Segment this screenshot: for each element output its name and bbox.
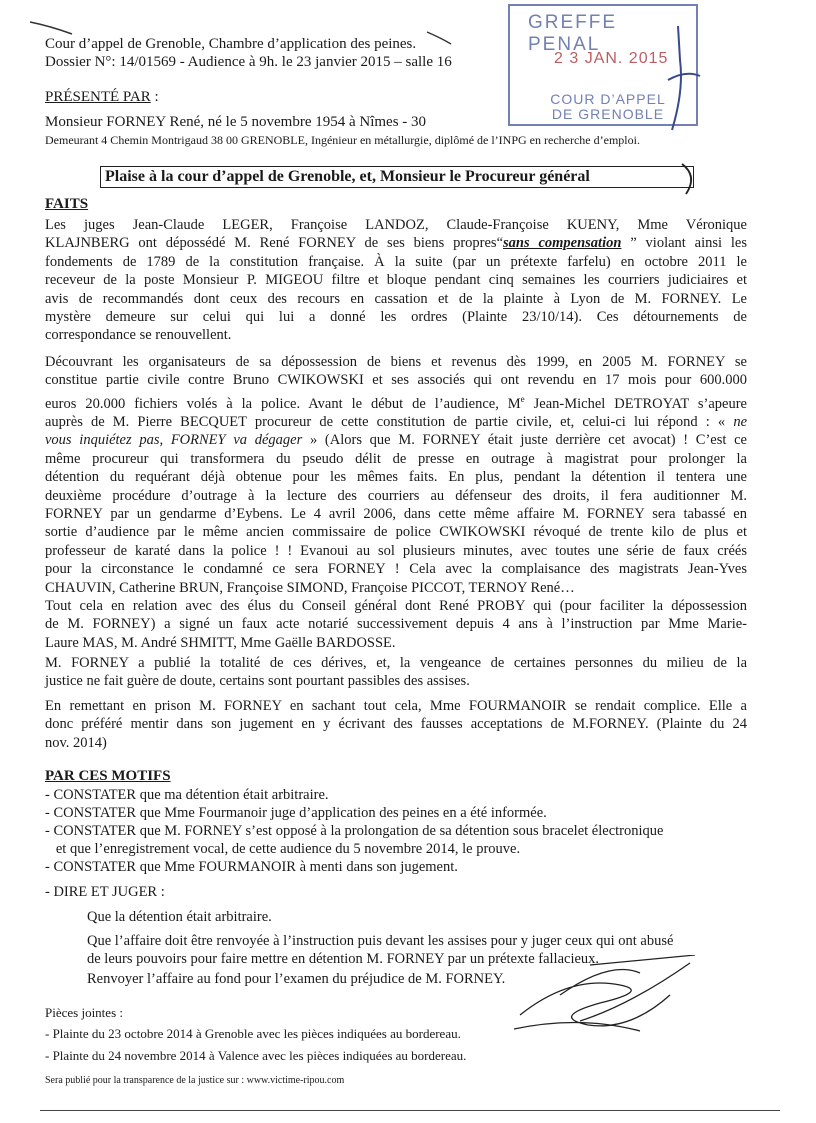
- stamp-greffe: GREFFE PENAL: [528, 12, 618, 55]
- text-line: mystère demeure sur celui qui lui a donné les ordres (Plainte 23/10/14). Ces détournements de: [45, 309, 747, 326]
- dire-item: Que la détention était arbitraire.: [87, 909, 272, 925]
- piece-item: - Plainte du 24 novembre 2014 à Valence avec les pièces indiquées au bordereau.: [45, 1048, 467, 1063]
- text-line: professeur de karaté dans la police ! ! Evanoui au sol plusieurs minutes, avec toutes une série de faux créés: [45, 542, 747, 559]
- text-line: donc préféré mentir dans son jugement en y écrivant des fausses acceptations de M.FORNEY. (Plainte du 24: [45, 716, 747, 733]
- text-line: [45, 431, 747, 449]
- title-bracket-mark: [676, 160, 706, 200]
- text-line: nov. 2014): [45, 734, 107, 751]
- faits-paragraph-5: [45, 697, 747, 752]
- motifs-heading: PAR CES MOTIFS: [45, 768, 171, 784]
- dossier-line: Dossier N°: 14/01569 - Audience à 9h. le 23 janvier 2015 – salle 16: [45, 54, 452, 70]
- presented-colon: :: [150, 89, 159, 105]
- document-title: Plaise à la cour d’appel de Grenoble, et, Monsieur le Procureur général: [100, 166, 694, 188]
- text-line: FORNEY par un gendarme d’Eybens. Le 4 avril 2006, dans cette même affaire M. FORNEY sera tabassé en: [45, 506, 747, 523]
- text-line: pour la circonstance le condamné ce sera FORNEY ! Cela avec la complaisance des magistrats Jean-Yves: [45, 561, 747, 578]
- motif-item: et que l’enregistrement vocal, de cette audience du 5 novembre 2014, le prouve.: [45, 841, 521, 857]
- text-line: correspondance se renouvellent.: [45, 327, 232, 344]
- superscript-e: e: [520, 393, 525, 404]
- text-run: » (Alors que M. FORNEY était juste derrière cet avocat) ! C’est ce: [302, 432, 747, 449]
- pen-stroke-mark: [28, 18, 78, 38]
- text-line: même procureur qui transformera du pseudo délit de presse en outrage à magistrat pour prolonger la: [45, 450, 747, 467]
- faits-heading: FAITS: [45, 196, 89, 212]
- pieces-list: [45, 1023, 466, 1067]
- dire-item: de leurs pouvoirs pour faire mettre en détention M. FORNEY par un prétexte fallacieux.: [87, 951, 600, 967]
- text-run: auprès de M. Pierre BECQUET procureur de cette constitution de partie civile, et, celui-ci lui répond : «: [45, 414, 734, 431]
- quote-open: “: [496, 235, 503, 252]
- dire-item: Renvoyer l’affaire au fond pour l’examen du préjudice de M. FORNEY.: [87, 971, 506, 987]
- text-line: justice ne fait guère de doute, certains sont pourtant passibles des assises.: [45, 673, 470, 690]
- text-line: Tout cela en relation avec des élus du Conseil général dont René PROBY qui (pour faciliter la dépossession: [45, 598, 747, 614]
- stamp-signature-stroke: [660, 20, 710, 140]
- pen-stroke-mark: [425, 28, 455, 48]
- text-line: Les juges Jean-Claude LEGER, Françoise LANDOZ, Claude-Françoise KUENY, Mme Véronique: [45, 217, 747, 233]
- dire-item: Que l’affaire doit être renvoyée à l’instruction puis devant les assises pour y juger ceux qui ont abusé: [87, 933, 674, 949]
- italic-quote: vous inquiétez pas, FORNEY va dégager: [45, 432, 303, 449]
- faits-paragraph-4: [45, 654, 747, 691]
- bottom-rule: [40, 1110, 780, 1111]
- faits-paragraph-2: [45, 353, 747, 597]
- handwritten-signature: [490, 955, 710, 1045]
- text-line: M. FORNEY a publié la totalité de ces dérives, et, la vengeance de certaines personnes du milieu de la: [45, 655, 747, 671]
- text-line: Laure MAS, M. André SHMITT, Mme Gaëlle BARDOSSE.: [45, 634, 396, 651]
- stamp-court-line2: DE GRENOBLE: [551, 106, 665, 122]
- presenter-address: Demeurant 4 Chemin Montrigaud 38 00 GRENOBLE, Ingénieur en métallurgie, diplômé de l’INPG en recherche d’emploi.: [45, 133, 640, 147]
- court-line: Cour d’appel de Grenoble, Chambre d’application des peines.: [45, 36, 417, 52]
- text-line: receveur de la poste Monsieur P. MIGEOU filtre et bloque pendant cinq semaines les courriers judiciaires et: [45, 272, 747, 289]
- text-line: de M. FORNEY) a signé un faux acte notarié successivement depuis 4 ans à l’instruction par Mme Marie-: [45, 616, 747, 633]
- presented-label: PRÉSENTÉ PAR: [45, 89, 151, 105]
- dire-et-juger: - DIRE ET JUGER :: [45, 884, 165, 900]
- motifs-list: [45, 786, 663, 876]
- text-line: sortie d’audience par le même ancien commissaire de police CWIKOWSKI révoqué de trente kilo de plus et: [45, 524, 747, 541]
- text-line: [45, 390, 747, 413]
- faits-paragraph-3: [45, 597, 747, 652]
- motif-item: - CONSTATER que Mme FOURMANOIR à menti dans son jugement.: [45, 859, 458, 875]
- text-line: Découvrant les organisateurs de sa dépossession de biens et revenus dès 1999, en 2005 M. FORNEY se: [45, 354, 747, 370]
- emphasis-sans-compensation: sans compensation: [503, 235, 622, 252]
- text-line: En remettant en prison M. FORNEY en sachant tout cela, Mme FOURMANOIR se rendait complice. Elle a: [45, 698, 747, 714]
- text-run: KLAJNBERG ont dépossédé M. René FORNEY de ses biens propres: [45, 235, 497, 252]
- text-line: constitue partie civile contre Bruno CWIKOWSKI et ses associés qui ont revendu en 17 mois pour 600.000: [45, 372, 747, 389]
- footer-note: Sera publié pour la transparence de la justice sur : www.victime-ripou.com: [45, 1075, 345, 1086]
- text-line: deuxième procédure d’outrage à la lecture des courriers au défenseur des droits, il fera auditionner M.: [45, 487, 747, 504]
- text-line: CHAUVIN, Catherine BRUN, Françoise SIMOND, Françoise PICCOT, TERNOY René…: [45, 579, 575, 596]
- stamp-date: 2 3 JAN. 2015: [554, 50, 669, 67]
- motif-item: - CONSTATER que M. FORNEY s’est opposé à la prolongation de sa détention sous bracelet électronique: [45, 823, 664, 839]
- faits-paragraph-1: [45, 216, 747, 345]
- text-line: détention du requérant déjà obtenue pour les mêmes faits. En plus, pendant la détention il tentera une: [45, 469, 747, 486]
- pieces-label: Pièces jointes :: [45, 1005, 123, 1020]
- text-line: [45, 234, 747, 252]
- presenter-name: Monsieur FORNEY René, né le 5 novembre 1954 à Nîmes - 30: [45, 114, 427, 130]
- motif-item: - CONSTATER que ma détention était arbitraire.: [45, 787, 329, 803]
- motif-item: - CONSTATER que Mme Fourmanoir juge d’application des peines en a été informée.: [45, 805, 547, 821]
- stamp-court-line1: COUR D’APPEL: [550, 91, 666, 107]
- text-run: Jean-Michel DETROYAT s’apeure: [524, 395, 747, 412]
- text-line: [45, 413, 747, 431]
- text-line: fondements de 1789 de la constitution française. À la suite (par un prétexte farfelu) en octobre 2011 le: [45, 253, 747, 270]
- text-line: avis de recommandés dont ceux des recours en cassation et de la plainte à Lyon de M. FORNEY. Le: [45, 290, 747, 307]
- italic-quote-start: ne: [733, 414, 747, 431]
- text-run: euros 20.000 fichiers volés à la police. Avant le début de l’audience, M: [45, 395, 521, 412]
- piece-item: - Plainte du 23 octobre 2014 à Grenoble avec les pièces indiquées au bordereau.: [45, 1026, 461, 1041]
- quote-close: ”: [621, 235, 637, 252]
- presented-heading: [45, 89, 159, 106]
- stamp-court: [538, 92, 678, 122]
- text-run: violant ainsi les: [636, 235, 747, 252]
